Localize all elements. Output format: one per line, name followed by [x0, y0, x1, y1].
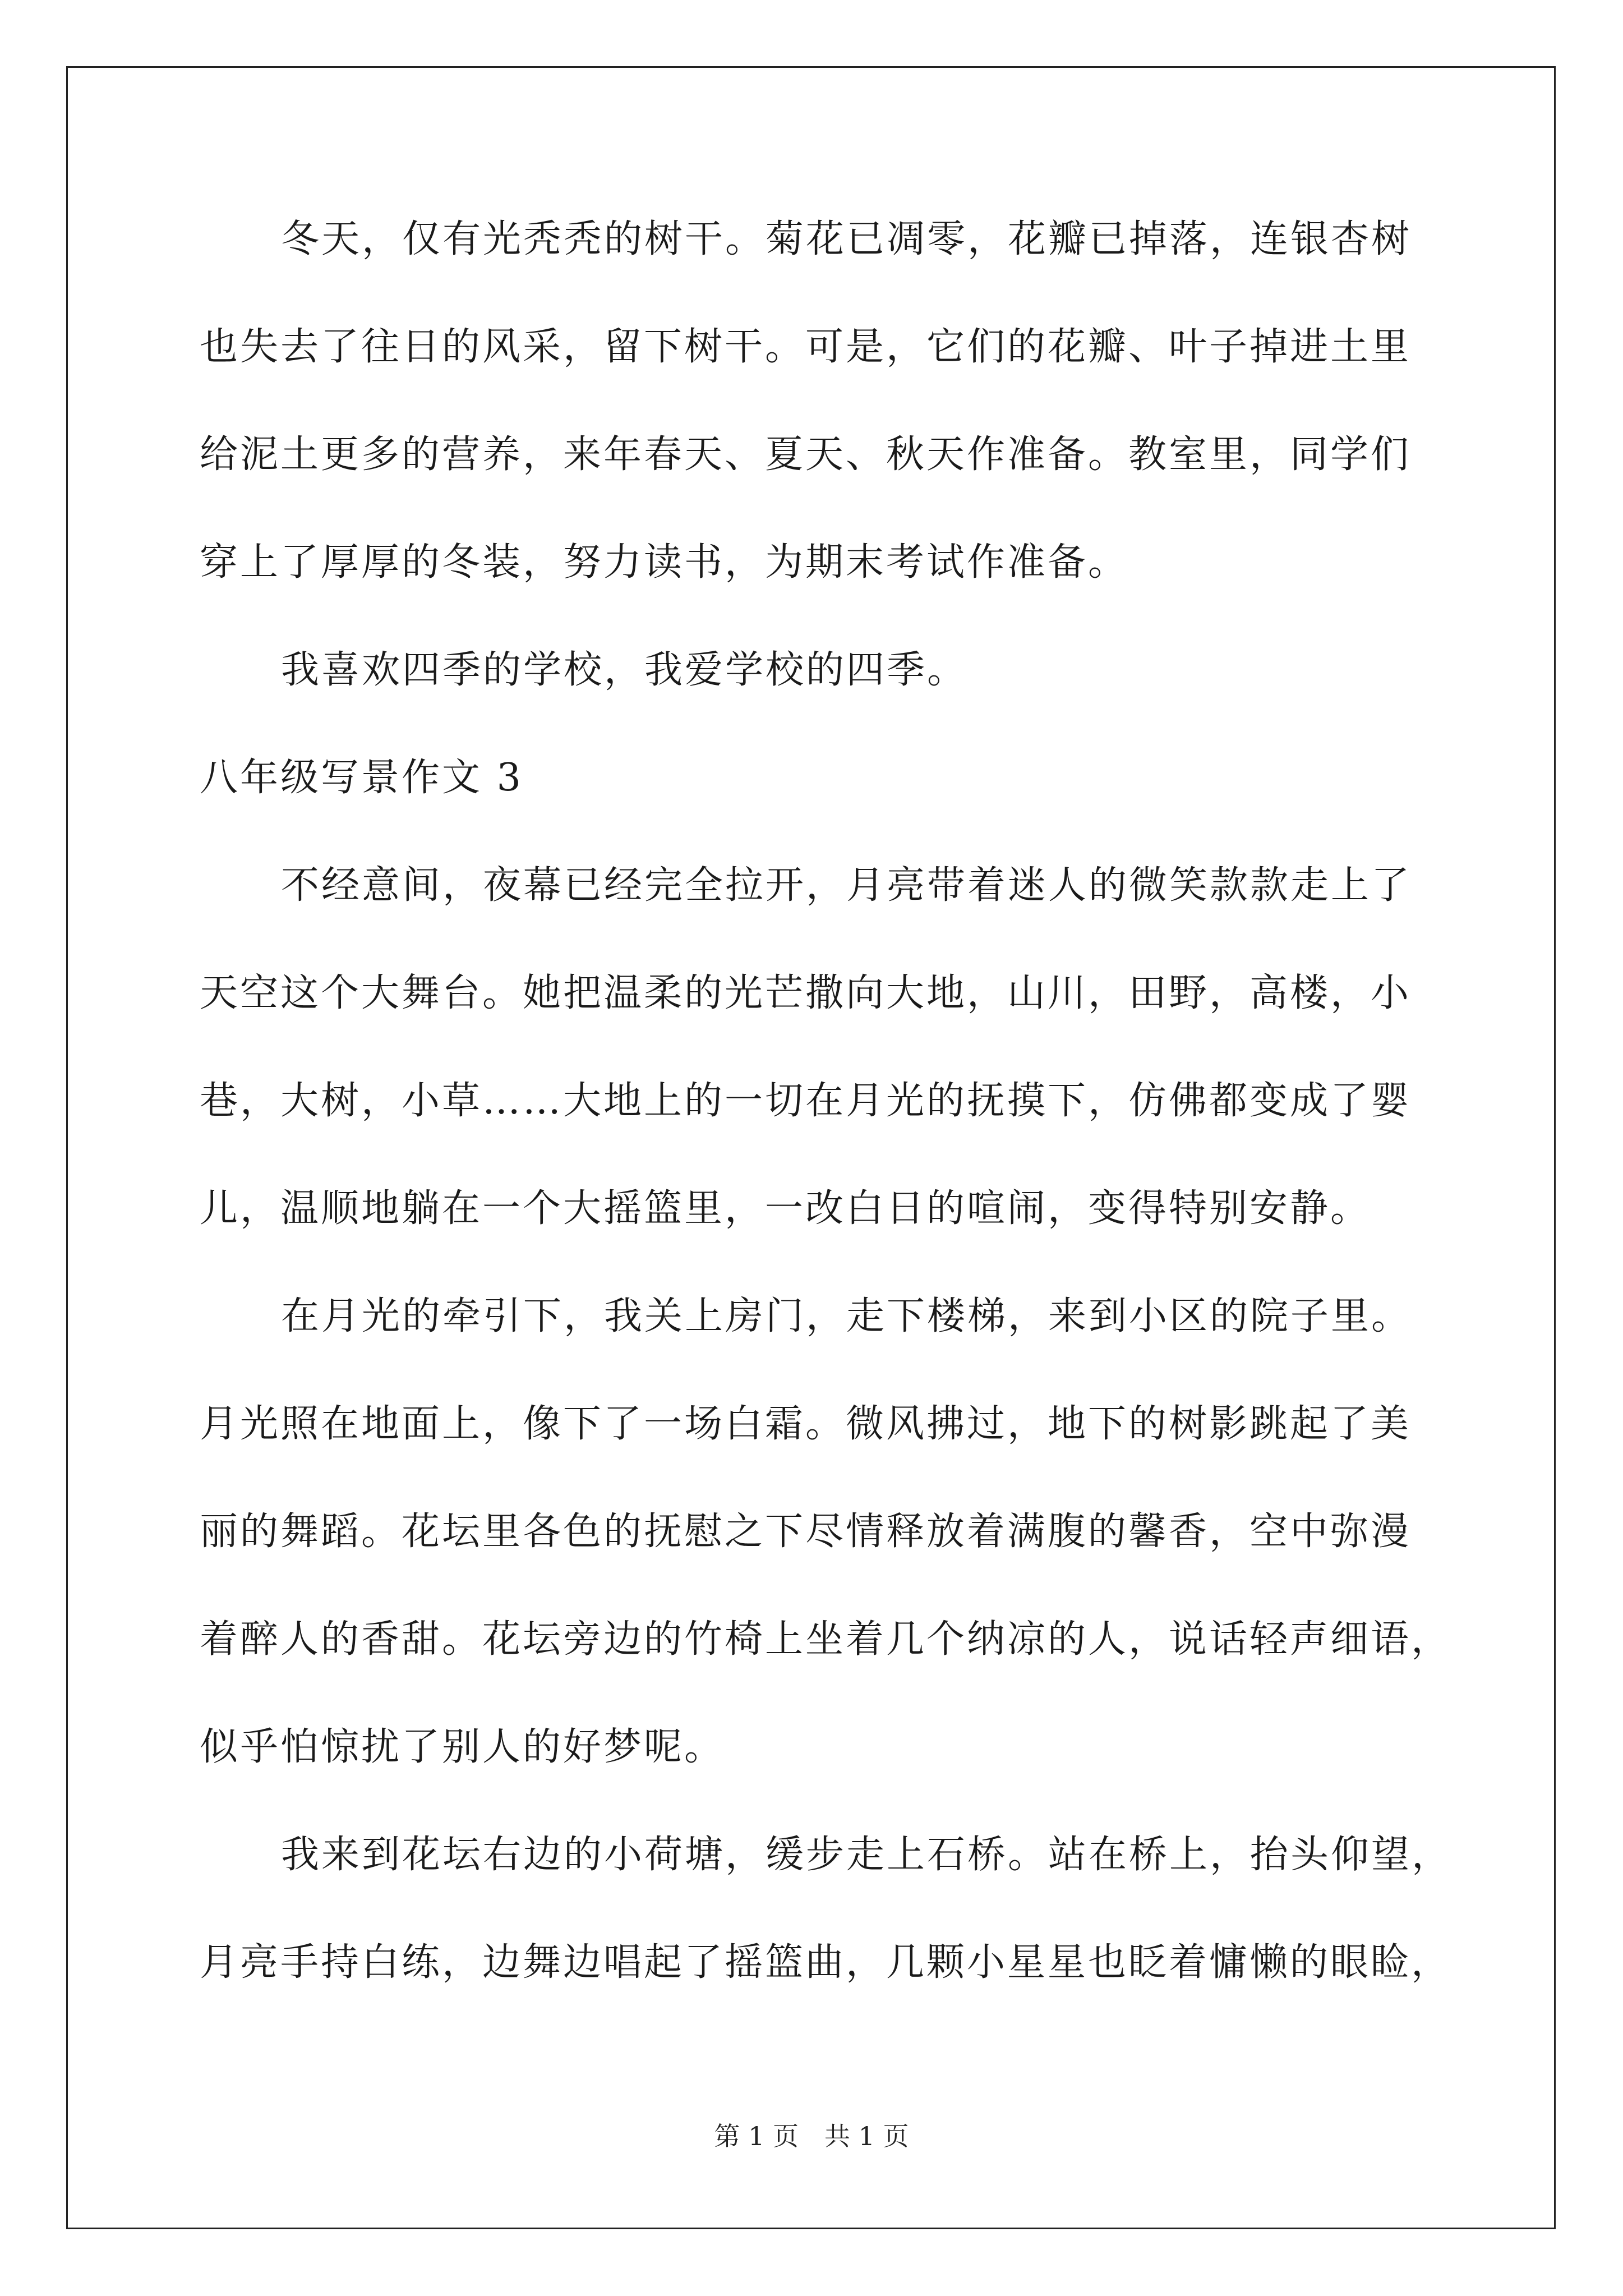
- paragraph-courtyard-line-3: 丽的舞蹈。花坛里各色的抚慰之下尽情释放着满腹的馨香，空中弥漫: [200, 1510, 1412, 1554]
- paragraph-closing: 我喜欢四季的学校，我爱学校的四季。: [281, 648, 968, 692]
- paragraph-night-line-4: 儿，温顺地躺在一个大摇篮里，一改白日的喧闹，变得特别安静。: [200, 1186, 1371, 1231]
- paragraph-pond-line-2: 月亮手持白练，边舞边唱起了摇篮曲，几颗小星星也眨着慵懒的眼睑，: [200, 1940, 1452, 1985]
- page-border: [66, 66, 1556, 2229]
- paragraph-winter-line-3: 给泥土更多的营养，来年春天、夏天、秋天作准备。教室里，同学们: [200, 432, 1412, 477]
- paragraph-winter-line-4: 穿上了厚厚的冬装，努力读书，为期末考试作准备。: [200, 540, 1129, 585]
- paragraph-winter-line-1: 冬天，仅有光秃秃的树干。菊花已凋零，花瓣已掉落，连银杏树: [281, 217, 1412, 261]
- paragraph-winter-line-2: 也失去了往日的风采，留下树干。可是，它们的花瓣、叶子掉进土里: [200, 325, 1412, 369]
- paragraph-night-line-2: 天空这个大舞台。她把温柔的光芒撒向大地，山川，田野，高楼，小: [200, 971, 1412, 1015]
- paragraph-night-line-1: 不经意间，夜幕已经完全拉开，月亮带着迷人的微笑款款走上了: [281, 863, 1412, 908]
- paragraph-night-line-3: 巷，大树，小草……大地上的一切在月光的抚摸下，仿佛都变成了婴: [200, 1079, 1412, 1123]
- section-heading: 八年级写景作文 3: [200, 756, 523, 800]
- paragraph-courtyard-line-4: 着醉人的香甜。花坛旁边的竹椅上坐着几个纳凉的人，说话轻声细语，: [200, 1617, 1452, 1662]
- paragraph-courtyard-line-2: 月光照在地面上，像下了一场白霜。微风拂过，地下的树影跳起了美: [200, 1402, 1412, 1446]
- page-number-footer: 第 1 页 共 1 页: [714, 2121, 909, 2151]
- paragraph-courtyard-line-1: 在月光的牵引下，我关上房门，走下楼梯，来到小区的院子里。: [281, 1294, 1412, 1338]
- paragraph-pond-line-1: 我来到花坛右边的小荷塘，缓步走上石桥。站在桥上，抬头仰望，: [281, 1833, 1453, 1877]
- paragraph-courtyard-line-5: 似乎怕惊扰了别人的好梦呢。: [200, 1725, 725, 1769]
